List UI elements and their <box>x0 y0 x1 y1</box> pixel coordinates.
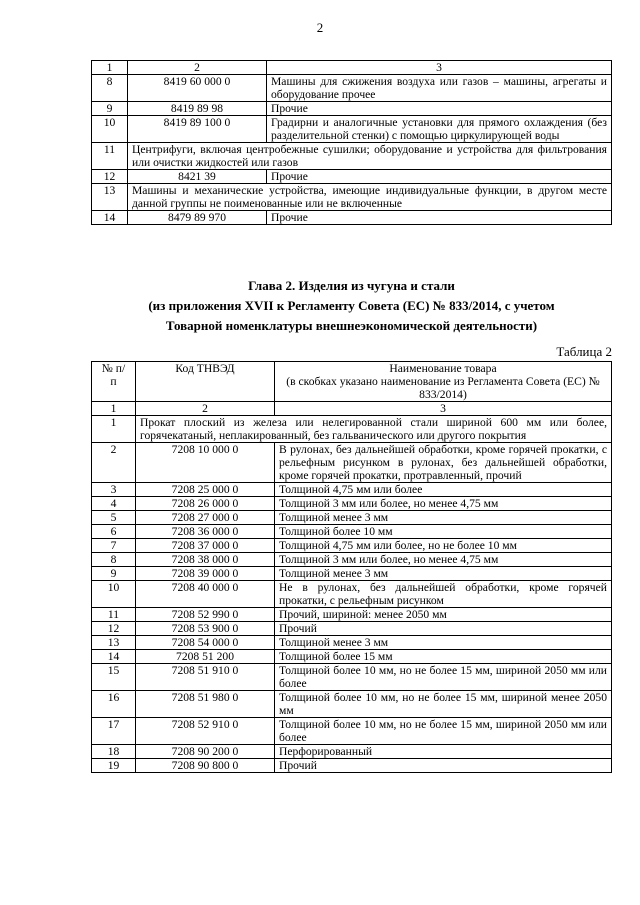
goods-description: Перфорированный <box>275 745 612 759</box>
goods-description: Толщиной менее 3 мм <box>275 567 612 581</box>
column-number: 1 <box>92 402 136 416</box>
header-name <box>275 362 612 402</box>
goods-description: Прочий <box>275 622 612 636</box>
tnved-code: 7208 36 000 0 <box>136 525 275 539</box>
row-number: 10 <box>92 581 136 608</box>
row-number: 8 <box>92 75 128 102</box>
goods-description: Прочие <box>267 170 612 184</box>
column-number: 3 <box>267 61 612 75</box>
chapter-subtitle: (из приложения XVII к Регламенту Совета (ЕС) № 833/2014, с учетом <box>148 298 555 313</box>
goods-description: Прочие <box>267 102 612 116</box>
goods-description: В рулонах, без дальнейшей обработки, кроме горячей прокатки, с рельефным рисунком в рулонах, без дальнейшей обработки, кроме горячей прокатки, протравленный, прочий <box>275 443 612 483</box>
table-row <box>92 664 612 691</box>
tnved-code: 7208 10 000 0 <box>136 443 275 483</box>
table-row <box>92 553 612 567</box>
table-row <box>92 650 612 664</box>
goods-description: Прочие <box>267 211 612 225</box>
page-number: 2 <box>316 20 324 35</box>
row-number: 1 <box>92 416 136 443</box>
goods-description: Толщиной 4,75 мм или более, но не более 10 мм <box>275 539 612 553</box>
table-row <box>92 581 612 608</box>
group-description: Центрифуги, включая центробежные сушилки; оборудование и устройства для фильтрования или очистки жидкостей или газов <box>128 143 612 170</box>
row-number: 9 <box>92 567 136 581</box>
chapter-heading <box>91 276 612 336</box>
tnved-code: 7208 26 000 0 <box>136 497 275 511</box>
table-row <box>92 483 612 497</box>
tnved-code: 7208 25 000 0 <box>136 483 275 497</box>
table-row <box>92 184 612 211</box>
table-row <box>92 75 612 102</box>
tnved-code: 7208 51 980 0 <box>136 691 275 718</box>
row-number: 13 <box>92 184 128 211</box>
goods-description: Не в рулонах, без дальнейшей обработки, кроме горячей прокатки, с рельефным рисунком <box>275 581 612 608</box>
table-row <box>92 116 612 143</box>
goods-description: Машины для сжижения воздуха или газов – машины, агрегаты и оборудование прочее <box>267 75 612 102</box>
header-name-note: (в скобках указано наименование из Регламента Совета (ЕС) № 833/2014) <box>286 375 600 401</box>
table-row <box>92 416 612 443</box>
goods-description: Прочий, шириной: менее 2050 мм <box>275 608 612 622</box>
goods-table-1 <box>91 60 612 225</box>
tnved-code: 8479 89 970 <box>128 211 267 225</box>
tnved-code: 7208 52 910 0 <box>136 718 275 745</box>
chapter-subtitle: Товарной номенклатуры внешнеэкономической деятельности) <box>165 318 538 333</box>
row-number: 9 <box>92 102 128 116</box>
column-number: 2 <box>136 402 275 416</box>
tnved-code: 7208 52 990 0 <box>136 608 275 622</box>
tnved-code: 7208 27 000 0 <box>136 511 275 525</box>
tnved-code: 7208 90 800 0 <box>136 759 275 773</box>
header-code: Код ТНВЭД <box>136 362 275 402</box>
table-row <box>92 718 612 745</box>
tnved-code: 7208 38 000 0 <box>136 553 275 567</box>
table-row <box>92 511 612 525</box>
table-row <box>92 443 612 483</box>
row-number: 3 <box>92 483 136 497</box>
row-number: 11 <box>92 608 136 622</box>
group-description: Машины и механические устройства, имеющие индивидуальные функции, в другом месте данной группы не поименованные или не включенные <box>128 184 612 211</box>
goods-description: Толщиной более 10 мм, но не более 15 мм, шириной 2050 мм или более <box>275 664 612 691</box>
table-row <box>92 567 612 581</box>
row-number: 10 <box>92 116 128 143</box>
row-number: 8 <box>92 553 136 567</box>
tnved-code: 8421 39 <box>128 170 267 184</box>
tnved-code: 7208 53 900 0 <box>136 622 275 636</box>
row-number: 14 <box>92 211 128 225</box>
column-number: 2 <box>128 61 267 75</box>
row-number: 18 <box>92 745 136 759</box>
tnved-code: 8419 89 98 <box>128 102 267 116</box>
header-number: № п/п <box>92 362 136 402</box>
goods-description: Толщиной более 15 мм <box>275 650 612 664</box>
row-number: 6 <box>92 525 136 539</box>
table-row <box>92 170 612 184</box>
row-number: 15 <box>92 664 136 691</box>
row-number: 19 <box>92 759 136 773</box>
column-number: 1 <box>92 61 128 75</box>
row-number: 2 <box>92 443 136 483</box>
row-number: 4 <box>92 497 136 511</box>
goods-description: Толщиной более 10 мм, но не более 15 мм, шириной 2050 мм или более <box>275 718 612 745</box>
tnved-code: 7208 90 200 0 <box>136 745 275 759</box>
goods-description: Толщиной 4,75 мм или более <box>275 483 612 497</box>
row-number: 12 <box>92 170 128 184</box>
table-row <box>92 525 612 539</box>
table-row <box>92 539 612 553</box>
table-body <box>92 416 612 773</box>
header-name-title: Наименование товара <box>389 362 497 375</box>
goods-description: Прочий <box>275 759 612 773</box>
row-number: 11 <box>92 143 128 170</box>
group-description: Прокат плоский из железа или нелегированной стали шириной 600 мм или более, горячекатаный, неплакированный, без гальванического или другого покрытия <box>136 416 612 443</box>
row-number: 5 <box>92 511 136 525</box>
table-row <box>92 143 612 170</box>
table-header-row <box>92 362 612 402</box>
table-row <box>92 622 612 636</box>
goods-description: Толщиной более 10 мм, но не более 15 мм, шириной менее 2050 мм <box>275 691 612 718</box>
goods-description: Толщиной менее 3 мм <box>275 636 612 650</box>
goods-table-2 <box>91 361 612 773</box>
table-row <box>92 691 612 718</box>
tnved-code: 7208 37 000 0 <box>136 539 275 553</box>
table-row <box>92 497 612 511</box>
goods-description: Толщиной 3 мм или более, но менее 4,75 мм <box>275 553 612 567</box>
goods-description: Толщиной менее 3 мм <box>275 511 612 525</box>
tnved-code: 7208 51 200 <box>136 650 275 664</box>
row-number: 7 <box>92 539 136 553</box>
tnved-code: 7208 51 910 0 <box>136 664 275 691</box>
tnved-code: 7208 39 000 0 <box>136 567 275 581</box>
table-row <box>92 211 612 225</box>
table-row <box>92 745 612 759</box>
table-row <box>92 102 612 116</box>
tnved-code: 7208 54 000 0 <box>136 636 275 650</box>
table-numbering-row <box>92 402 612 416</box>
chapter-title: Глава 2. Изделия из чугуна и стали <box>248 278 455 293</box>
table-body <box>92 75 612 225</box>
row-number: 16 <box>92 691 136 718</box>
tnved-code: 8419 89 100 0 <box>128 116 267 143</box>
goods-description: Толщиной 3 мм или более, но менее 4,75 мм <box>275 497 612 511</box>
goods-description: Толщиной более 10 мм <box>275 525 612 539</box>
table-numbering-row <box>92 61 612 75</box>
tnved-code: 8419 60 000 0 <box>128 75 267 102</box>
table-label: Таблица 2 <box>556 344 612 359</box>
row-number: 14 <box>92 650 136 664</box>
row-number: 12 <box>92 622 136 636</box>
table-row <box>92 759 612 773</box>
row-number: 13 <box>92 636 136 650</box>
column-number: 3 <box>275 402 612 416</box>
table-row <box>92 608 612 622</box>
tnved-code: 7208 40 000 0 <box>136 581 275 608</box>
goods-description: Градирни и аналогичные установки для прямого охлаждения (без разделительной стенки) с помощью циркулирующей воды <box>267 116 612 143</box>
table-row <box>92 636 612 650</box>
row-number: 17 <box>92 718 136 745</box>
